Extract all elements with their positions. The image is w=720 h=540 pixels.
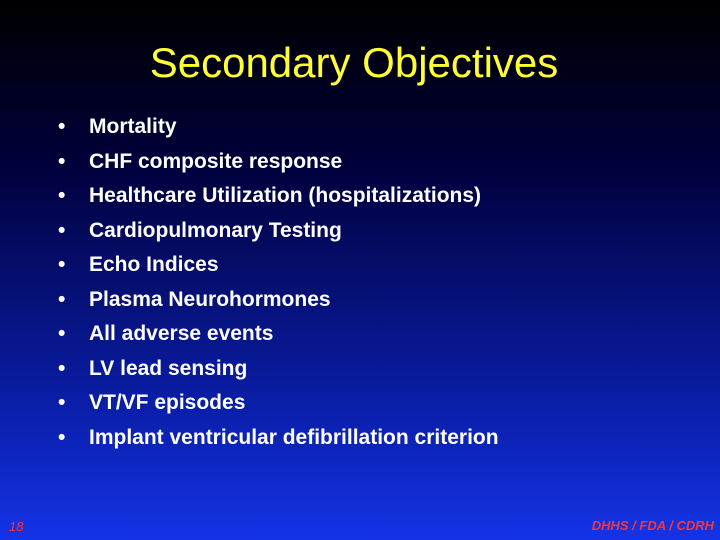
slide-title: Secondary Objectives <box>149 39 559 86</box>
bullet-item <box>58 145 499 180</box>
bullet-text: Cardiopulmonary Testing <box>89 218 342 242</box>
bullet-icon: • <box>58 322 66 346</box>
footer-org-text: DHHS / FDA / CDRH <box>591 518 714 533</box>
bullet-item <box>58 386 499 421</box>
bullet-list <box>58 110 499 455</box>
bullet-text: Mortality <box>89 115 177 139</box>
bullet-text: VT/VF episodes <box>89 391 246 415</box>
bullet-icon: • <box>58 115 66 139</box>
bullet-text: Implant ventricular defibrillation criterion <box>89 425 499 449</box>
bullet-item <box>58 214 499 249</box>
bullet-icon: • <box>58 149 66 173</box>
bullet-item <box>58 179 499 214</box>
bullet-icon: • <box>58 218 66 242</box>
bullet-icon: • <box>58 356 66 380</box>
bullet-icon: • <box>58 253 66 277</box>
bullet-item <box>58 283 499 318</box>
bullet-item <box>58 248 499 283</box>
bullet-item <box>58 317 499 352</box>
bullet-text: CHF composite response <box>89 149 343 173</box>
bullet-icon: • <box>58 184 66 208</box>
bullet-icon: • <box>58 425 66 449</box>
bullet-item <box>58 110 499 145</box>
bullet-text: All adverse events <box>89 322 274 346</box>
bullet-item <box>58 421 499 456</box>
bullet-text: Echo Indices <box>89 253 219 277</box>
bullet-icon: • <box>58 287 66 311</box>
slide-number: 18 <box>9 519 24 534</box>
bullet-text: LV lead sensing <box>89 356 248 380</box>
bullet-item <box>58 352 499 387</box>
bullet-text: Plasma Neurohormones <box>89 287 331 311</box>
bullet-icon: • <box>58 391 66 415</box>
bullet-text: Healthcare Utilization (hospitalizations) <box>89 184 482 208</box>
